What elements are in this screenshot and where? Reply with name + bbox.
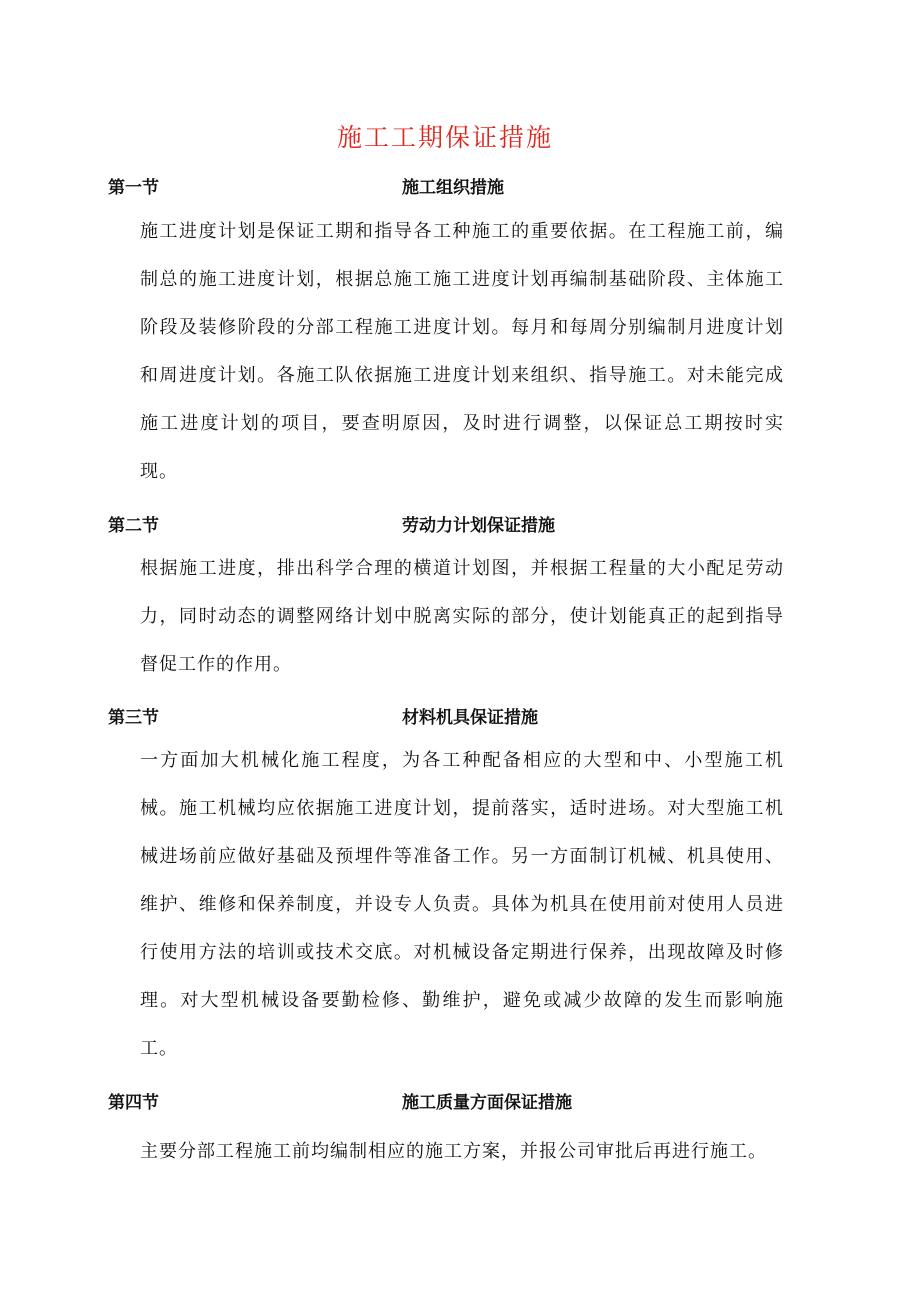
document-title: 施工工期保证措施 <box>336 123 553 152</box>
section-3-body: 一方面加大机械化施工程度，为各工种配备相应的大型和中、小型施工机械。施工机械均应依据施工进度计划，提前落实，适时进场。对大型施工机械进场前应做好基础及预埋件等准备工作。另一方面制订机械、机具使用、维护、维修和保养制度，并设专人负责。具体为机具在使用前对使用人员进行使用方法的培训或技术交底。对机械设备定期进行保养，出现故障及时修理。对大型机械设备要勤检修、勤维护，避免或减少故障的发生而影响施工。 <box>140 750 784 1059</box>
section-4-header <box>108 1088 808 1116</box>
section-2-number: 第二节 <box>108 516 159 536</box>
section-3-header <box>108 703 808 731</box>
section-1-body: 施工进度计划是保证工期和指导各工种施工的重要依据。在工程施工前，编制总的施工进度计划，根据总施工施工进度计划再编制基础阶段、主体施工阶段及装修阶段的分部工程施工进度计划。每月和每周分别编制月进度计划和周进度计划。各施工队依据施工进度计划来组织、指导施工。对未能完成施工进度计划的项目，要查明原因，及时进行调整，以保证总工期按时实现。 <box>140 221 784 482</box>
section-1-heading: 施工组织措施 <box>402 178 504 198</box>
section-3-heading: 材料机具保证措施 <box>402 708 538 728</box>
section-4-heading: 施工质量方面保证措施 <box>402 1093 572 1113</box>
section-2-header <box>108 511 808 539</box>
section-4-body: 主要分部工程施工前均编制相应的施工方案，并报公司审批后再进行施工。 <box>140 1141 767 1162</box>
section-2-body: 根据施工进度，排出科学合理的横道计划图，并根据工程量的大小配足劳动力，同时动态的调整网络计划中脱离实际的部分，使计划能真正的起到指导督促工作的作用。 <box>140 558 784 675</box>
section-2-heading: 劳动力计划保证措施 <box>402 516 555 536</box>
section-4-number: 第四节 <box>108 1093 159 1113</box>
section-1-header <box>108 173 808 201</box>
section-1-number: 第一节 <box>108 178 159 198</box>
section-3-number: 第三节 <box>108 708 159 728</box>
